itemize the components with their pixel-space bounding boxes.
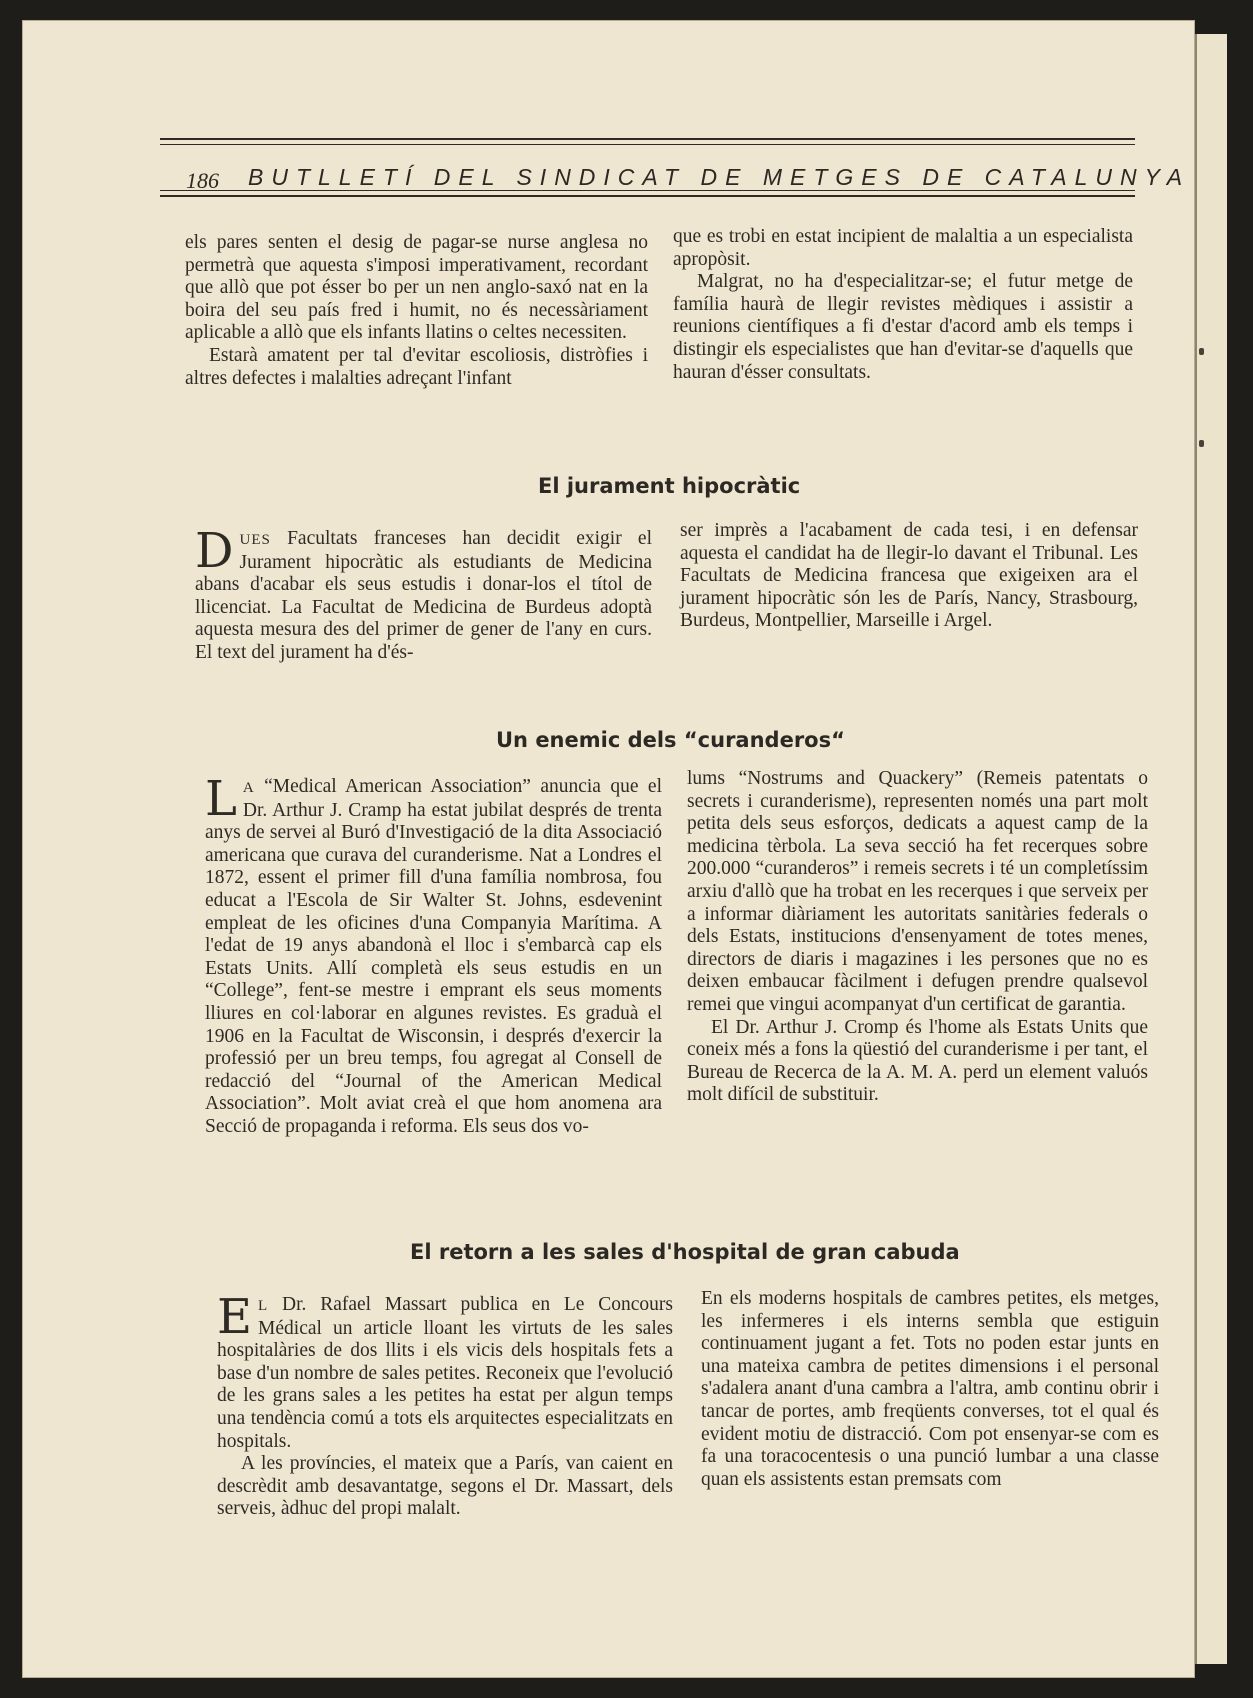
paragraph-text: Dr. Rafael Massart publica en Le Concours Médical un article lloant les virtuts de les sales hospitalàries de dos llits i els vicis dels hospitals fets a base d'un nombre de sales petites. Reconeix que l'evolució de les grans sales a les petites ha estat per algun temps una tendència comú a tots els arquitectes especialitzats en hospitals. [217, 1294, 673, 1452]
paragraph: Estarà amatent per tal d'evitar escoliosis, distròfies i altres defectes i malalties adreçant l'infant [185, 344, 648, 389]
binding-mark [1199, 440, 1204, 447]
paragraph: En els moderns hospitals de cambres petites, els metges, les infermeres i els interns sembla que estiguin continuament jugant a fet. Tots no poden estar junts en una mateixa cambra de petites dimensions i el personal s'adalera anant d'una cambra a l'altra, amb continu obrir i tancar de portes, amb freqüents converses, tot el qual és evident motiu de distracció. Com pot ensenyar-se com es fa una toracocentesis o una punció lumbar a una classe quan els assistents estan premsats com [701, 1288, 1159, 1490]
journal-title: BUTLLETÍ DEL SINDICAT DE METGES DE CATALUNYA [248, 164, 1191, 190]
paragraph [195, 523, 653, 665]
drop-cap: D [195, 523, 234, 579]
header-rule-bottom [160, 195, 1135, 197]
header-rule-bottom-thin [160, 190, 1135, 191]
article-heading: El jurament hipocràtic [538, 474, 801, 498]
paragraph: que es trobi en estat incipient de malaltia a un especialista apropòsit. [673, 226, 1133, 270]
article-heading: Un enemic dels “curanderos“ [496, 728, 845, 752]
article1-left-column [195, 523, 653, 665]
drop-cap: L [205, 771, 237, 827]
paragraph: ser imprès a l'acabament de cada tesi, i en defensar aquesta el candidat ha de llegir-lo davant el Tribunal. Les Facultats de Medicina francesa que exigeixen ara el jurament hipocràtic són les de París, Nancy, Strasbourg, Burdeus, Montpellier, Marseille i Argel. [680, 520, 1138, 632]
paragraph: lums “Nostrums and Quackery” (Remeis patentats o secrets i curanderisme), representen només una part molt petita dels seus esforços, dedicats a aquest camp de la medicina tèrbola. La seva secció ha fet recerques sobre 200.000 “curanderos” i remeis secrets i té un completíssim arxiu d'allò que ha trobat en les recerques i que serveix per a informar diàriament les autoritats sanitàries federals o dels Estats, institucions d'ensenyament de totes menes, directors de diaris i magazines i les persones que no es deixen embaucar fàcilment i defugen prendre qualsevol remei que vingui acompanyat d'un certificat de garantia. [687, 768, 1148, 1015]
article-heading: El retorn a les sales d'hospital de gran cabuda [410, 1240, 960, 1264]
paragraph: els pares senten el desig de pagar-se nurse anglesa no permetrà que aquesta s'imposi imperativament, recordant que allò que pot ésser bo per un nen anglo-saxó nat en la boira del seu país fred i humit, no és necessàriament aplicable a allò que els infants llatins o celtes necessiten. [185, 232, 648, 344]
paragraph: Malgrat, no ha d'especialitzar-se; el futur metge de família haurà de llegir revistes mèdiques i assistir a reunions científiques a fi d'estar d'acord amb els temps i distingir els especialistes que han d'evitar-se d'aquells que hauran d'ésser consultats. [673, 271, 1133, 383]
intro-right-column [673, 226, 1133, 384]
article3-left-column [217, 1289, 673, 1521]
binding-mark [1199, 348, 1204, 355]
paragraph [217, 1289, 673, 1453]
paragraph-text: “Medical American Association” anuncia que el Dr. Arthur J. Cramp ha estat jubilat després de trenta anys de servei al Buró d'Investigació de la dita Associació americana que curava del curanderisme. Nat a Londres el 1872, essent el primer fill d'una família nombrosa, fou educat a l'Escola de Sir Walter St. Johns, esdevenint empleat de les oficines d'una Companyia Marítima. A l'edat de 19 anys abandonà el lloc i s'embarcà cap els Estats Units. Allí completà els seus estudis en un “College”, fent-se mestre i emprant els seus moments lliures en col·laborar en algunes revistes. Es graduà el 1906 en la Facultat de Wisconsin, i després d'exercir la professió per un breu temps, fou agregat al Consell de redacció del “Journal of the American Medical Association”. Molt aviat creà el que hom anomena ara Secció de propaganda i reforma. Els seus dos vo- [205, 776, 663, 1137]
header-rule-top [160, 138, 1135, 140]
article2-right-column [687, 768, 1148, 1107]
paragraph [205, 771, 663, 1139]
intro-left-column [185, 232, 648, 390]
small-caps-lead: UES [239, 532, 271, 548]
header-rule-top-thin [160, 144, 1135, 145]
article1-right-column [680, 520, 1138, 633]
drop-cap: E [217, 1289, 253, 1345]
article2-left-column [205, 771, 663, 1139]
page-number: 186 [186, 168, 219, 193]
small-caps-lead: L [258, 1298, 269, 1314]
paragraph: A les províncies, el mateix que a París, van caient en descrèdit amb desavantatge, segons el Dr. Massart, dels serveis, àdhuc del propi malalt. [217, 1453, 673, 1520]
paragraph-text: Facultats franceses han decidit exigir el Jurament hipocràtic als estudiants de Medicina abans d'acabar els seus estudis i donar-los el títol de llicenciat. La Facultat de Medicina de Burdeus adoptà aquesta mesura des del primer de gener de l'any en curs. El text del jurament ha d'és- [195, 528, 653, 663]
paragraph: El Dr. Arthur J. Cromp és l'home als Estats Units que coneix més a fons la qüestió del curanderisme i per tant, el Bureau de Recerca de la A. M. A. perd un element valuós molt difícil de substituir. [687, 1016, 1148, 1106]
article3-right-column [701, 1288, 1159, 1491]
adjacent-page-edge [1195, 34, 1227, 1664]
small-caps-lead: A [242, 780, 255, 796]
